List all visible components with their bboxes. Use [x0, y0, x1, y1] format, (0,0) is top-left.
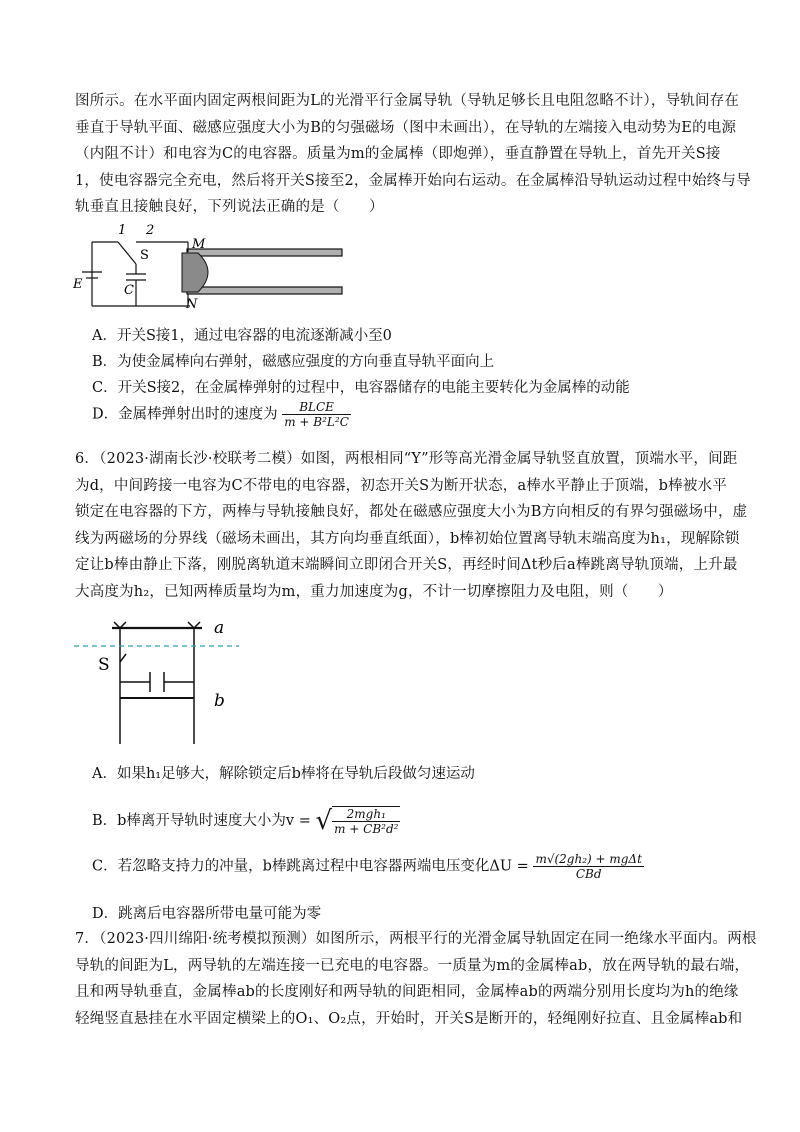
q6-stem-line: 定让b棒由静止下落，刚脱离轨道末端瞬间立即闭合开关S，再经时间Δt秒后a棒跳离导轨顶端，上升最: [75, 557, 738, 573]
fraction-denominator: m + B²L²C: [284, 415, 349, 429]
label-n: N: [186, 297, 198, 312]
label-1: 1: [118, 223, 127, 238]
q5-stem-line: （内阻不计）和电容为C的电容器。质量为m的金属棒（即炮弹），垂直静置在导轨上，首先开关S接: [75, 146, 721, 162]
q6-option-b-fraction: [332, 806, 400, 836]
q6-stem: [75, 446, 748, 605]
q7-stem-line: 轻绳竖直悬挂在水平固定横梁上的O₁、O₂点，开始时，开关S是断开的，轻绳刚好拉直、且金属棒ab和: [75, 1010, 743, 1027]
q6-rail-diagram: [74, 618, 254, 748]
q5-stem-line: 轨垂直且接触良好，下列说法正确的是（ ）: [75, 199, 384, 215]
q6-option-c-label: C．若忽略支持力的冲量，b棒跳离过程中电容器两端电压变化ΔU =: [92, 858, 529, 875]
q7-stem-line: 导轨的间距为L，两导轨的左端连接一已充电的电容器。一质量为m的金属棒ab，放在两导轨的最右端，: [75, 957, 750, 974]
sqrt-sign: √ $\frac{\text{2mgh₁}}{\text{m + CB²d²}}$: [315, 806, 399, 836]
q7-stem: [75, 926, 757, 1032]
q5-option-b: B．为使金属棒向右弹射，磁感应强度的方向垂直导轨平面向上: [92, 354, 495, 370]
q6-stem-line: 线为两磁场的分界线（磁场未画出，其方向均垂直纸面），b棒初始位置离导轨末端高度为h₁，现解除锁: [75, 530, 740, 547]
label-e: E: [73, 277, 83, 292]
q5-option-d: [92, 400, 351, 429]
q6-option-c: [92, 852, 644, 881]
q5-stem-line: 垂直于导轨平面、磁感应强度大小为B的匀强磁场（图中未画出），在导轨的左端接入电动势为E的电源: [75, 119, 737, 136]
label-b: b: [214, 691, 225, 711]
q6-option-d: D．跳离后电容器所带电量可能为零: [92, 906, 322, 922]
q5-stem-line: 图所示。在水平面内固定两根间距为L的光滑平行金属导轨（导轨足够长且电阻忽略不计），导轨间存在: [75, 93, 740, 109]
fraction-denominator: CBd: [575, 867, 602, 881]
q6-option-a: A．如果h₁足够大，解除锁定后b棒将在导轨后段做匀速运动: [92, 766, 475, 782]
fraction-numerator: 2mgh₁: [332, 807, 400, 822]
label-2: 2: [146, 223, 155, 238]
q5-stem: [75, 88, 751, 221]
q6-stem-line: 锁定在电容器的下方，两棒与导轨接触良好，都处在磁感应强度大小为B方向相反的有界匀强磁场中，虚: [75, 504, 748, 520]
label-m: M: [192, 237, 206, 252]
q6-option-c-fraction: [533, 852, 643, 881]
q6-stem-line: 大高度为h₂，已知两棒质量均为m，重力加速度为g，不计一切摩擦阻力及电阻，则（ ）: [75, 583, 673, 600]
q5-stem-line: 1，使电容器完全充电，然后将开关S接至2，金属棒开始向右运动。在金属棒沿导轨运动过程中始终与导: [75, 172, 751, 189]
q6-option-b-label: B．b棒离开导轨时速度大小为v =: [92, 813, 311, 829]
label-switch-s: S: [140, 248, 149, 263]
q6-option-b: [92, 806, 400, 836]
q5-circuit-diagram: [70, 222, 360, 312]
q6-stem-line: 为d，中间跨接一电容为C不带电的电容器，初态开关S为断开状态，a棒水平静止于顶端，b棒被水平: [75, 477, 727, 494]
fraction-numerator: BLCE: [282, 400, 351, 415]
label-c: C: [124, 283, 134, 298]
fraction-denominator: m + CB²d²: [334, 822, 399, 836]
q5-option-a: A．开关S接1，通过电容器的电流逐渐减小至0: [92, 328, 392, 344]
fraction-numerator: m√(2gh₂) + mgΔt: [535, 852, 642, 866]
label-a: a: [214, 618, 225, 638]
q5-option-c: C．开关S接2，在金属棒弹射的过程中，电容器储存的电能主要转化为金属棒的动能: [92, 380, 630, 396]
q5-option-d-fraction: [282, 400, 351, 429]
q7-stem-line: 7．（2023·四川绵阳·统考模拟预测）如图所示，两根平行的光滑金属导轨固定在同一绝缘水平面内。两根: [75, 931, 757, 947]
label-switch-s: S: [98, 655, 110, 675]
q6-stem-line: 6．（2023·湖南长沙·校联考二模）如图，两根相同“Y”形等高光滑金属导轨竖直放置，顶端水平，间距: [75, 451, 738, 467]
q5-option-d-label: D．金属棒弹射出时的速度为: [92, 406, 278, 423]
q7-stem-line: 且和两导轨垂直，金属棒ab的长度刚好和两导轨的间距相同，金属棒ab的两端分别用长度均为h的绝缘: [75, 984, 739, 1000]
